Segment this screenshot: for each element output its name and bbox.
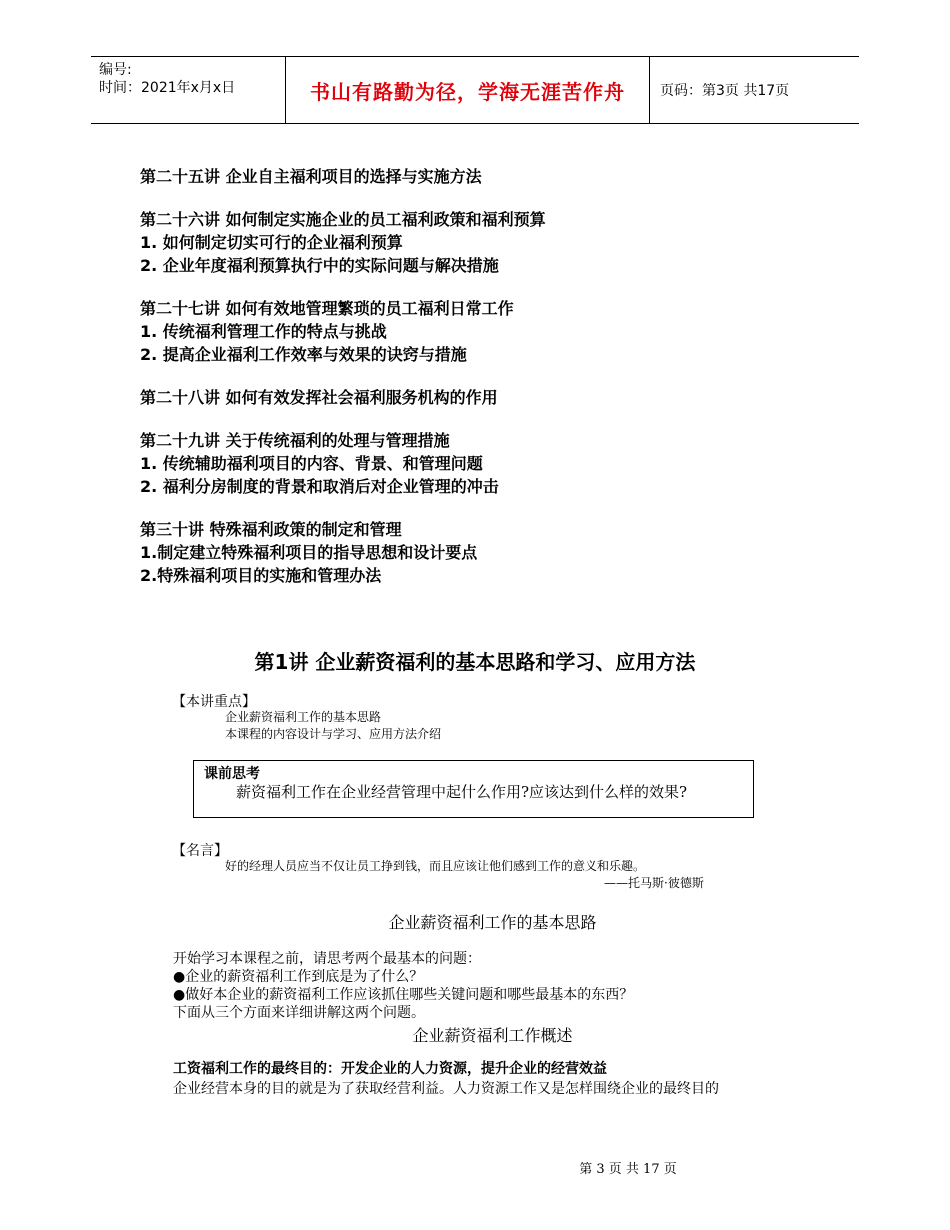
toc-group [140,208,840,277]
toc-line: 2. 福利分房制度的背景和取消后对企业管理的冲击 [140,477,499,496]
quote-text: 好的经理人员应当不仅让员工挣到钱，而且应该让他们感到工作的意义和乐趣。 [225,859,646,873]
intro-line: 下面从三个方面来详细讲解这两个问题。 [173,1005,425,1021]
toc-line: 1. 如何制定切实可行的企业福利预算 [140,233,403,252]
quote-author: ——托马斯·彼德斯 [604,876,704,890]
pre-class-thinking-box [193,760,754,818]
document-number-label: 编号: [99,62,132,78]
toc-line: 第三十讲 特殊福利政策的制定和管理 [140,520,402,539]
toc-line: 2. 提高企业福利工作效率与效果的诀窍与措施 [140,345,467,364]
toc-line: 第二十六讲 如何制定实施企业的员工福利政策和福利预算 [140,210,546,229]
toc-line: 2.特殊福利项目的实施和管理办法 [140,566,382,585]
toc-line: 2. 企业年度福利预算执行中的实际问题与解决措施 [140,256,499,275]
header-motto: 书山有路勤为径，学海无涯苦作舟 [286,57,650,123]
toc-line: 第二十八讲 如何有效发挥社会福利服务机构的作用 [140,388,498,407]
thinking-box-title: 课前思考 [204,766,260,782]
intro-line: ●企业的薪资福利工作到底是为了什么？ [173,969,424,985]
document-time-label: 时间：2021年x月x日 [99,80,236,96]
toc-line: 第二十五讲 企业自主福利项目的选择与实施方法 [140,167,482,186]
header-meta [91,57,286,123]
toc-group [140,165,840,188]
page-header [91,56,859,124]
toc-group [140,297,840,366]
table-of-contents [140,165,840,607]
focus-list [225,709,441,743]
section-title: 企业薪资福利工作概述 [412,1026,573,1045]
intro-line: 开始学习本课程之前，请思考两个最基本的问题： [173,951,481,967]
intro-line: ●做好本企业的薪资福利工作应该抓住哪些关键问题和哪些最基本的东西？ [173,987,634,1003]
section-title: 企业薪资福利工作的基本思路 [388,913,597,932]
toc-group [140,429,840,498]
focus-item: 企业薪资福利工作的基本思路 [225,710,382,724]
intro-paragraph [173,950,833,1022]
toc-line: 1. 传统辅助福利项目的内容、背景、和管理问题 [140,454,483,473]
page-footer: 第 3 页 共 17 页 [579,1162,677,1177]
toc-line: 1. 传统福利管理工作的特点与挑战 [140,322,387,341]
thinking-box-text: 薪资福利工作在企业经营管理中起什么作用?应该达到什么样的效果? [236,783,688,801]
toc-line: 第二十九讲 关于传统福利的处理与管理措施 [140,431,450,450]
toc-group [140,518,840,587]
quote-label: 【名言】 [172,843,228,859]
focus-label: 【本讲重点】 [172,694,256,710]
lecture-title: 第1讲 企业薪资福利的基本思路和学习、应用方法 [254,650,696,674]
header-page-number: 页码：第3页 共17页 [660,83,790,99]
toc-line: 第二十七讲 如何有效地管理繁琐的员工福利日常工作 [140,299,514,318]
subheading: 工资福利工作的最终目的：开发企业的人力资源，提升企业的经营效益 [173,1061,607,1077]
toc-group [140,386,840,409]
body-line: 企业经营本身的目的就是为了获取经营利益。人力资源工作又是怎样围绕企业的最终目的 [173,1081,719,1097]
focus-item: 本课程的内容设计与学习、应用方法介绍 [225,727,442,741]
toc-line: 1.制定建立特殊福利项目的指导思想和设计要点 [140,543,478,562]
